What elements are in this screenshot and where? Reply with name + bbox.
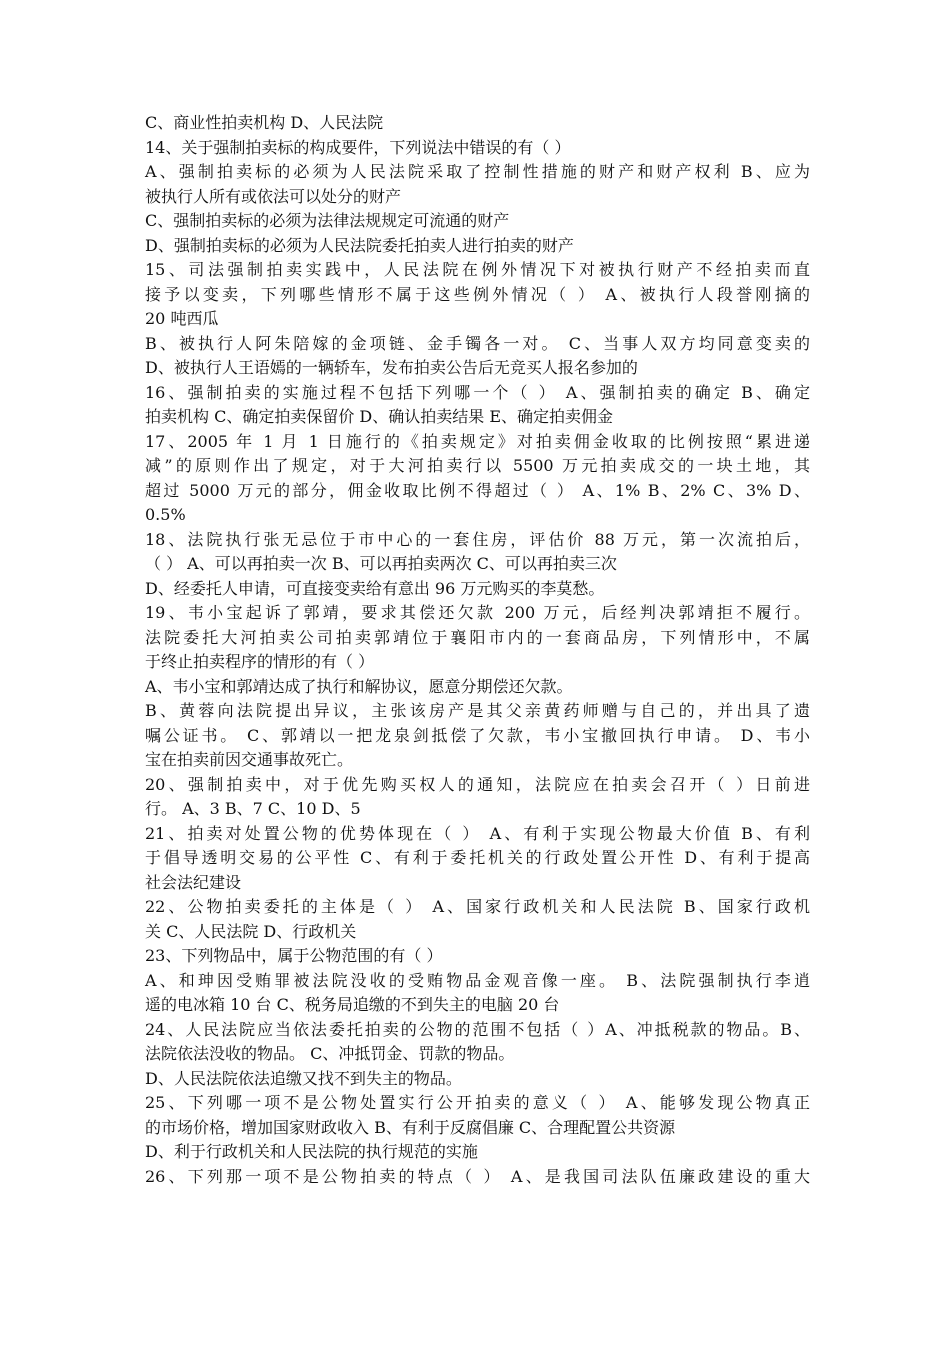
question-25: 25、下列哪一项不是公物处置实行公开拍卖的意义（ ） A、能够发现公物真正 — [145, 1093, 810, 1112]
text-line: 20 吨西瓜 — [145, 309, 219, 328]
text-line: 法院委托大河拍卖公司拍卖郭靖位于襄阳市内的一套商品房，下列情形中，不属 — [145, 627, 810, 647]
text-line: 于倡导透明交易的公平性 C、有利于委托机关的行政处置公开性 D、有利于提高 — [145, 848, 810, 867]
text-line: 减”的原则作出了规定，对于大河拍卖行以 5500 万元拍卖成交的一块土地，其 — [145, 456, 810, 475]
question-20: 20、强制拍卖中，对于优先购买权人的通知，法院应在拍卖会召开（ ）日前进 — [145, 774, 810, 794]
text-line: B、黄蓉向法院提出异议，主张该房产是其父亲黄药师赠与自己的，并出具了遗 — [145, 701, 810, 720]
question-17: 17、2005 年 1 月 1 日施行的《拍卖规定》对拍卖佣金收取的比例按照“累进递 — [145, 431, 810, 451]
text-line: 社会法纪建设 — [145, 872, 242, 892]
text-line: 于终止拍卖程序的情形的有（ ） — [145, 652, 375, 671]
document-body — [145, 111, 810, 1189]
text-line: 接予以变卖，下列哪些情形不属于这些例外情况（ ） A、被执行人段誉刚摘的 — [145, 284, 810, 304]
text-line: 嘱公证书。 C、郭靖以一把龙泉剑抵偿了欠款，韦小宝撤回执行申请。 D、韦小 — [145, 725, 810, 745]
text-line: C、商业性拍卖机构 D、人民法院 — [145, 113, 384, 132]
text-line: 拍卖机构 C、确定拍卖保留价 D、确认拍卖结果 E、确定拍卖佣金 — [145, 407, 614, 426]
question-26: 26、下列那一项不是公物拍卖的特点（ ） A、是我国司法队伍廉政建设的重大 — [145, 1166, 810, 1186]
text-line: D、利于行政机关和人民法院的执行规范的实施 — [145, 1142, 478, 1161]
text-line: A、和珅因受贿罪被法院没收的受贿物品金观音像一座。 B、法院强制执行李逍 — [145, 970, 810, 990]
text-line: 的市场价格，增加国家财政收入 B、有利于反腐倡廉 C、合理配置公共资源 — [145, 1117, 676, 1137]
question-19: 19、韦小宝起诉了郭靖，要求其偿还欠款 200 万元，后经判决郭靖拒不履行。 — [145, 603, 810, 622]
text-line: （ ） A、可以再拍卖一次 B、可以再拍卖两次 C、可以再拍卖三次 — [145, 554, 617, 573]
text-line: 关 C、人民法院 D、行政机关 — [145, 921, 357, 941]
text-line: D、被执行人王语嫣的一辆轿车，发布拍卖公告后无竞买人报名参加的 — [145, 358, 638, 377]
text-line: A、强制拍卖标的必须为人民法院采取了控制性措施的财产和财产权利 B、应为 — [145, 162, 810, 181]
text-line: C、强制拍卖标的必须为法律法规规定可流通的财产 — [145, 211, 510, 230]
question-18: 18、法院执行张无忌位于市中心的一套住房，评估价 88 万元，第一次流拍后， — [145, 529, 810, 549]
text-line: D、经委托人申请，可直接变卖给有意出 96 万元购买的李莫愁。 — [145, 578, 605, 598]
question-15: 15、司法强制拍卖实践中，人民法院在例外情况下对被执行财产不经拍卖而直 — [145, 260, 810, 279]
text-line: 法院依法没收的物品。 C、冲抵罚金、罚款的物品。 — [145, 1044, 515, 1063]
question-22: 22、公物拍卖委托的主体是（ ） A、国家行政机关和人民法院 B、国家行政机 — [145, 897, 810, 916]
question-24: 24、人民法院应当依法委托拍卖的公物的范围不包括（ ）A、冲抵税款的物品。B、 — [145, 1019, 810, 1039]
text-line: A、韦小宝和郭靖达成了执行和解协议，愿意分期偿还欠款。 — [145, 676, 573, 696]
question-21: 21、拍卖对处置公物的优势体现在（ ） A、有利于实现公物最大价值 B、有利 — [145, 823, 810, 843]
text-line: 遥的电冰箱 10 台 C、税务局追缴的不到失主的电脑 20 台 — [145, 995, 560, 1014]
text-line: 超过 5000 万元的部分，佣金收取比例不得超过（ ） A、1% B、2% C、3% D、 — [145, 480, 810, 500]
text-line: 行。 A、3 B、7 C、10 D、5 — [145, 799, 361, 818]
text-line: B、被执行人阿朱陪嫁的金项链、金手镯各一对。 C、当事人双方均同意变卖的 — [145, 333, 810, 353]
text-line: D、人民法院依法追缴又找不到失主的物品。 — [145, 1068, 462, 1088]
text-line: 宝在拍卖前因交通事故死亡。 — [145, 750, 354, 769]
text-line: D、强制拍卖标的必须为人民法院委托拍卖人进行拍卖的财产 — [145, 235, 574, 255]
text-line: 被执行人所有或依法可以处分的财产 — [145, 186, 402, 206]
question-23: 23、下列物品中，属于公物范围的有（ ） — [145, 946, 443, 965]
question-14: 14、关于强制拍卖标的构成要件，下列说法中错误的有（ ） — [145, 137, 571, 157]
question-16: 16、强制拍卖的实施过程不包括下列哪一个（ ） A、强制拍卖的确定 B、确定 — [145, 382, 810, 402]
text-line: 0.5% — [145, 505, 186, 524]
